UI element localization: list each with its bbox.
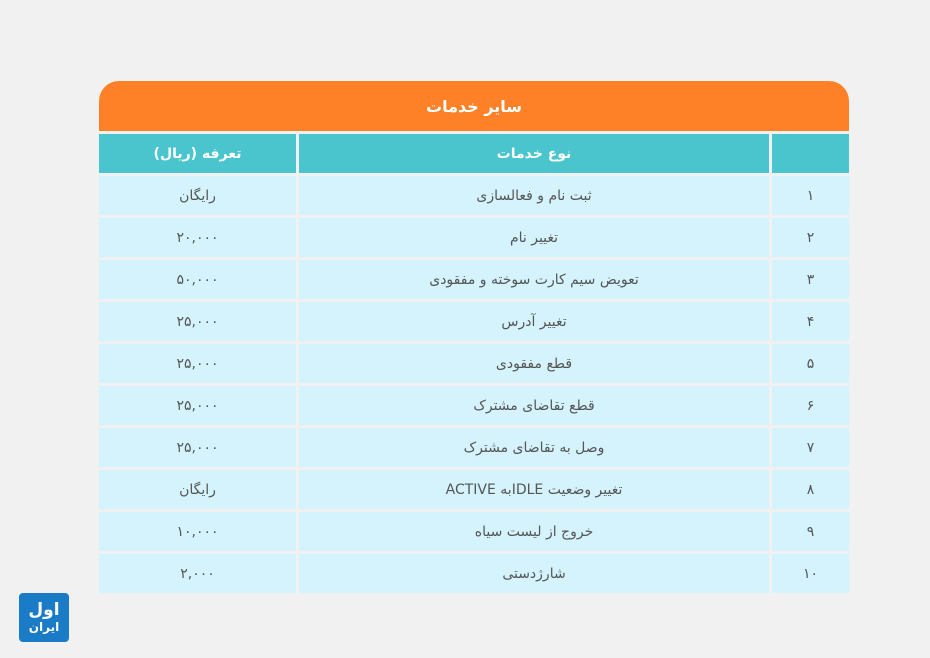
table-header-row	[99, 134, 849, 173]
row-price: ۲,۰۰۰	[99, 554, 296, 593]
row-price: رایگان	[99, 176, 296, 215]
header-price: تعرفه (ریال)	[99, 134, 296, 173]
logo-text-line1: اول	[28, 600, 60, 620]
row-number: ۱	[772, 176, 849, 215]
header-number	[772, 134, 849, 173]
row-price: ۲۵,۰۰۰	[99, 386, 296, 425]
row-price: ۲۰,۰۰۰	[99, 218, 296, 257]
table-row	[99, 302, 849, 341]
row-price: ۲۵,۰۰۰	[99, 428, 296, 467]
table-row	[99, 344, 849, 383]
row-number: ۷	[772, 428, 849, 467]
row-number: ۹	[772, 512, 849, 551]
table-row	[99, 470, 849, 509]
row-number: ۴	[772, 302, 849, 341]
row-number: ۱۰	[772, 554, 849, 593]
row-service: وصل به تقاضای مشترک	[299, 428, 769, 467]
row-service: قطع تقاضای مشترک	[299, 386, 769, 425]
row-service: تغییر نام	[299, 218, 769, 257]
row-service: خروج از لیست سیاه	[299, 512, 769, 551]
row-number: ۲	[772, 218, 849, 257]
row-number: ۵	[772, 344, 849, 383]
table-row	[99, 386, 849, 425]
table-row	[99, 512, 849, 551]
table-row	[99, 554, 849, 593]
row-service: تغییر وضعیت IDLEبه ACTIVE	[299, 470, 769, 509]
row-service: قطع مفقودی	[299, 344, 769, 383]
services-table	[99, 81, 849, 593]
row-number: ۳	[772, 260, 849, 299]
table-row	[99, 218, 849, 257]
logo-text-line2: ایران	[28, 620, 60, 634]
row-service: ثبت نام و فعالسازی	[299, 176, 769, 215]
header-service-type: نوع خدمات	[299, 134, 769, 173]
row-price: ۵۰,۰۰۰	[99, 260, 296, 299]
row-price: ۲۵,۰۰۰	[99, 344, 296, 383]
row-price: ۲۵,۰۰۰	[99, 302, 296, 341]
table-row	[99, 260, 849, 299]
table-row	[99, 176, 849, 215]
row-service: تعویض سیم کارت سوخته و مفقودی	[299, 260, 769, 299]
row-number: ۶	[772, 386, 849, 425]
row-price: رایگان	[99, 470, 296, 509]
table-row	[99, 428, 849, 467]
row-price: ۱۰,۰۰۰	[99, 512, 296, 551]
row-service: شارژدستی	[299, 554, 769, 593]
row-service: تغییر آدرس	[299, 302, 769, 341]
row-number: ۸	[772, 470, 849, 509]
brand-logo	[19, 593, 69, 642]
table-title: سایر خدمات	[99, 81, 849, 131]
